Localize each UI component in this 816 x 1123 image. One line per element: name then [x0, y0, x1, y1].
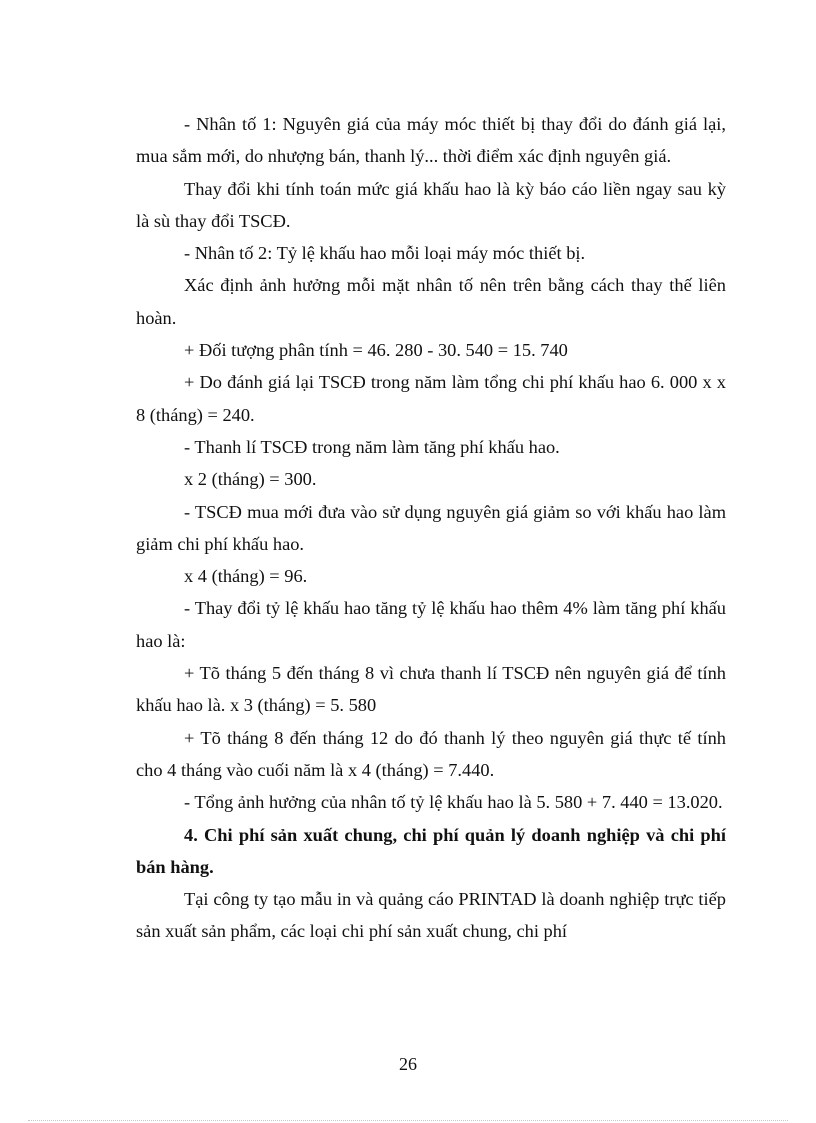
paragraph: Tại công ty tạo mẫu in và quảng cáo PRINTAD là doanh nghiệp trực tiếp sản xuất sản phẩm, các loại chi phí sản xuất chung, chi phí	[136, 889, 726, 942]
footer-dotted-border	[28, 1120, 788, 1121]
paragraph: + Tõ tháng 8 đến tháng 12 do đó thanh lý theo nguyên giá thực tế tính cho 4 tháng vào cuối năm là x 4 (tháng) = 7.440.	[136, 727, 726, 780]
paragraph: - Nhân tố 1: Nguyên giá của máy móc thiết bị thay đổi do đánh giá lại, mua sắm mới, do nhượng bán, thanh lý... thời điểm xác định nguyên giá.	[136, 114, 726, 167]
section-heading: 4. Chi phí sản xuất chung, chi phí quản lý doanh nghiệp và chi phí bán hàng.	[136, 824, 726, 877]
paragraph: - Thanh lí TSCĐ trong năm làm tăng phí khấu hao.	[184, 436, 560, 457]
paragraph: - Nhân tố 2: Tỷ lệ khấu hao mỗi loại máy móc thiết bị.	[184, 243, 586, 264]
paragraph: + Đối tượng phân tính = 46. 280 - 30. 540 = 15. 740	[184, 340, 568, 361]
paragraph: + Do đánh giá lại TSCĐ trong năm làm tổng chi phí khấu hao 6. 000 x x 8 (tháng) = 240.	[136, 372, 726, 425]
paragraph: - Thay đổi tỷ lệ khấu hao tăng tỷ lệ khấu hao thêm 4% làm tăng phí khấu hao là:	[136, 598, 726, 651]
paragraph: Thay đổi khi tính toán mức giá khấu hao là kỳ báo cáo liền ngay sau kỳ là sù thay đổi TSCĐ.	[136, 178, 726, 231]
paragraph: - TSCĐ mua mới đưa vào sử dụng nguyên giá giảm so với khấu hao làm giảm chi phí khấu hao.	[136, 501, 726, 554]
paragraph: - Tổng ảnh hưởng của nhân tố tỷ lệ khấu hao là 5. 580 + 7. 440 = 13.020.	[184, 792, 723, 813]
paragraph: + Tõ tháng 5 đến tháng 8 vì chưa thanh lí TSCĐ nên nguyên giá để tính khấu hao là. x 3 (tháng) = 5. 580	[136, 663, 726, 716]
body-text	[136, 108, 726, 948]
page-number: 26	[399, 1054, 417, 1074]
paragraph: x 2 (tháng) = 300.	[184, 469, 317, 490]
paragraph: Xác định ảnh hưởng mỗi mặt nhân tố nên trên bằng cách thay thế liên hoàn.	[136, 275, 726, 328]
paragraph: x 4 (tháng) = 96.	[184, 566, 308, 587]
